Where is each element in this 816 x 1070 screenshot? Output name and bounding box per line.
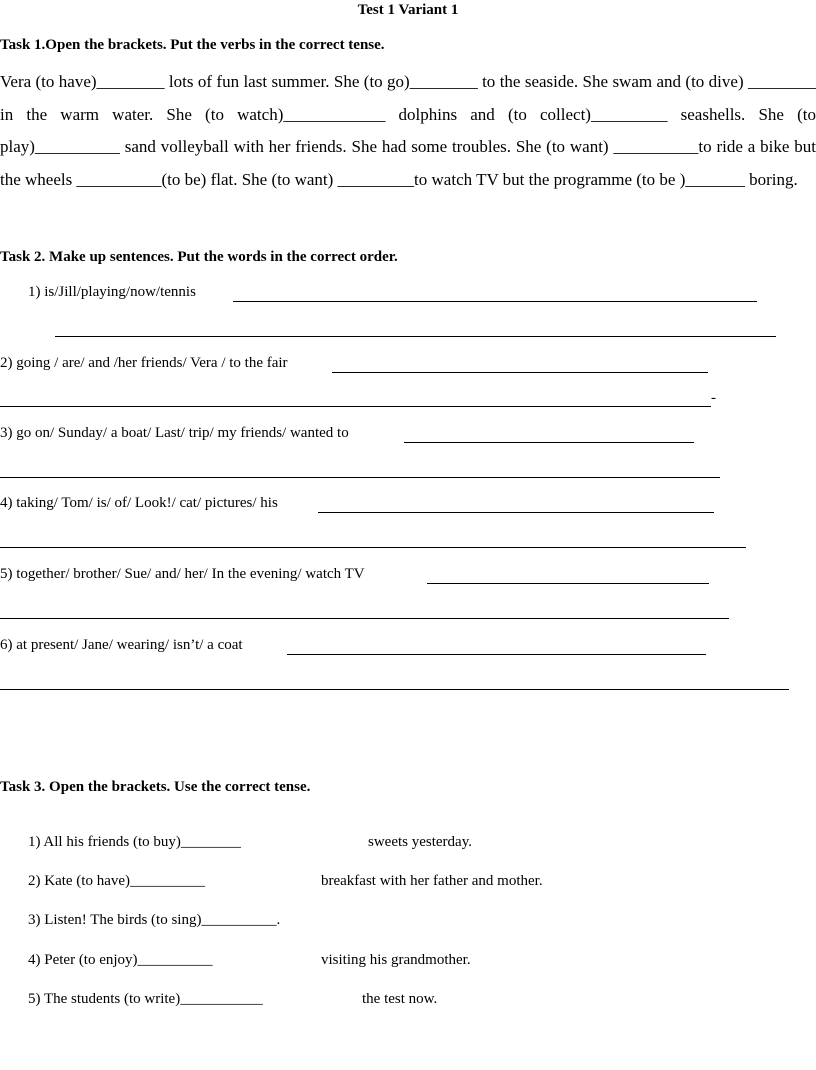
task2-item-4-prompt: 4) taking/ Tom/ is/ of/ Look!/ cat/ pictures/ his: [0, 495, 278, 511]
task2-item-2-prompt: 2) going / are/ and /her friends/ Vera / to the fair: [0, 355, 288, 371]
task1-paragraph: Vera (to have)________ lots of fun last summer. She (to go)________ to the seaside. She swam and (to dive) ________ in the warm water. She (to watch)____________ dolphins and (to collect)_________ seashells. She (to play)__________ sand volleyball with her friends. She had some troubles. She (to want) __________to ride a bike but the wheels __________(to be) flat. She (to want) _________to watch TV but the programme (to be )_______ boring.: [0, 72, 816, 189]
page-title: Test 1 Variant 1: [357, 2, 459, 18]
task2-item-1-prompt: 1) is/Jill/playing/now/tennis: [28, 284, 196, 300]
task2-item-5-answer-line: [427, 583, 709, 584]
task3-item-3-left: 3) Listen! The birds (to sing)__________.: [28, 912, 281, 928]
task3-item-5-left: 5) The students (to write)___________: [28, 991, 263, 1007]
task2-item-2-answer-line-2: [0, 406, 711, 407]
task3-item-5-right: the test now.: [362, 991, 438, 1007]
task2-item-2-trail: -: [711, 390, 716, 406]
task3-item-1-left: 1) All his friends (to buy)________: [28, 834, 241, 850]
task3-item-1-right: sweets yesterday.: [368, 834, 472, 850]
task1-heading: Task 1.Open the brackets. Put the verbs in the correct tense.: [0, 37, 385, 53]
task2-item-1-answer-line: [233, 301, 757, 302]
task2-item-6-prompt: 6) at present/ Jane/ wearing/ isn’t/ a coat: [0, 637, 243, 653]
task2-item-2-answer-line: [332, 372, 708, 373]
task3-heading: Task 3. Open the brackets. Use the correct tense.: [0, 779, 311, 795]
task2-item-6-answer-line-2: [0, 689, 789, 690]
task2-item-4-answer-line: [318, 512, 714, 513]
task2-item-3-answer-line-2: [0, 477, 720, 478]
task2-item-5-answer-line-2: [0, 618, 729, 619]
task3-item-2-left: 2) Kate (to have)__________: [28, 873, 206, 889]
task2-heading: Task 2. Make up sentences. Put the words in the correct order.: [0, 249, 398, 265]
task3-item-2-right: breakfast with her father and mother.: [321, 873, 543, 889]
task2-item-3-answer-line: [404, 442, 694, 443]
task3-item-4-right: visiting his grandmother.: [321, 952, 471, 968]
task3-item-4-left: 4) Peter (to enjoy)__________: [28, 952, 213, 968]
task2-item-4-answer-line-2: [0, 547, 746, 548]
task2-item-5-prompt: 5) together/ brother/ Sue/ and/ her/ In the evening/ watch TV: [0, 566, 365, 582]
task2-item-3-prompt: 3) go on/ Sunday/ a boat/ Last/ trip/ my friends/ wanted to: [0, 425, 349, 441]
task2-item-6-answer-line: [287, 654, 706, 655]
task2-item-1-answer-line-2: [55, 336, 776, 337]
